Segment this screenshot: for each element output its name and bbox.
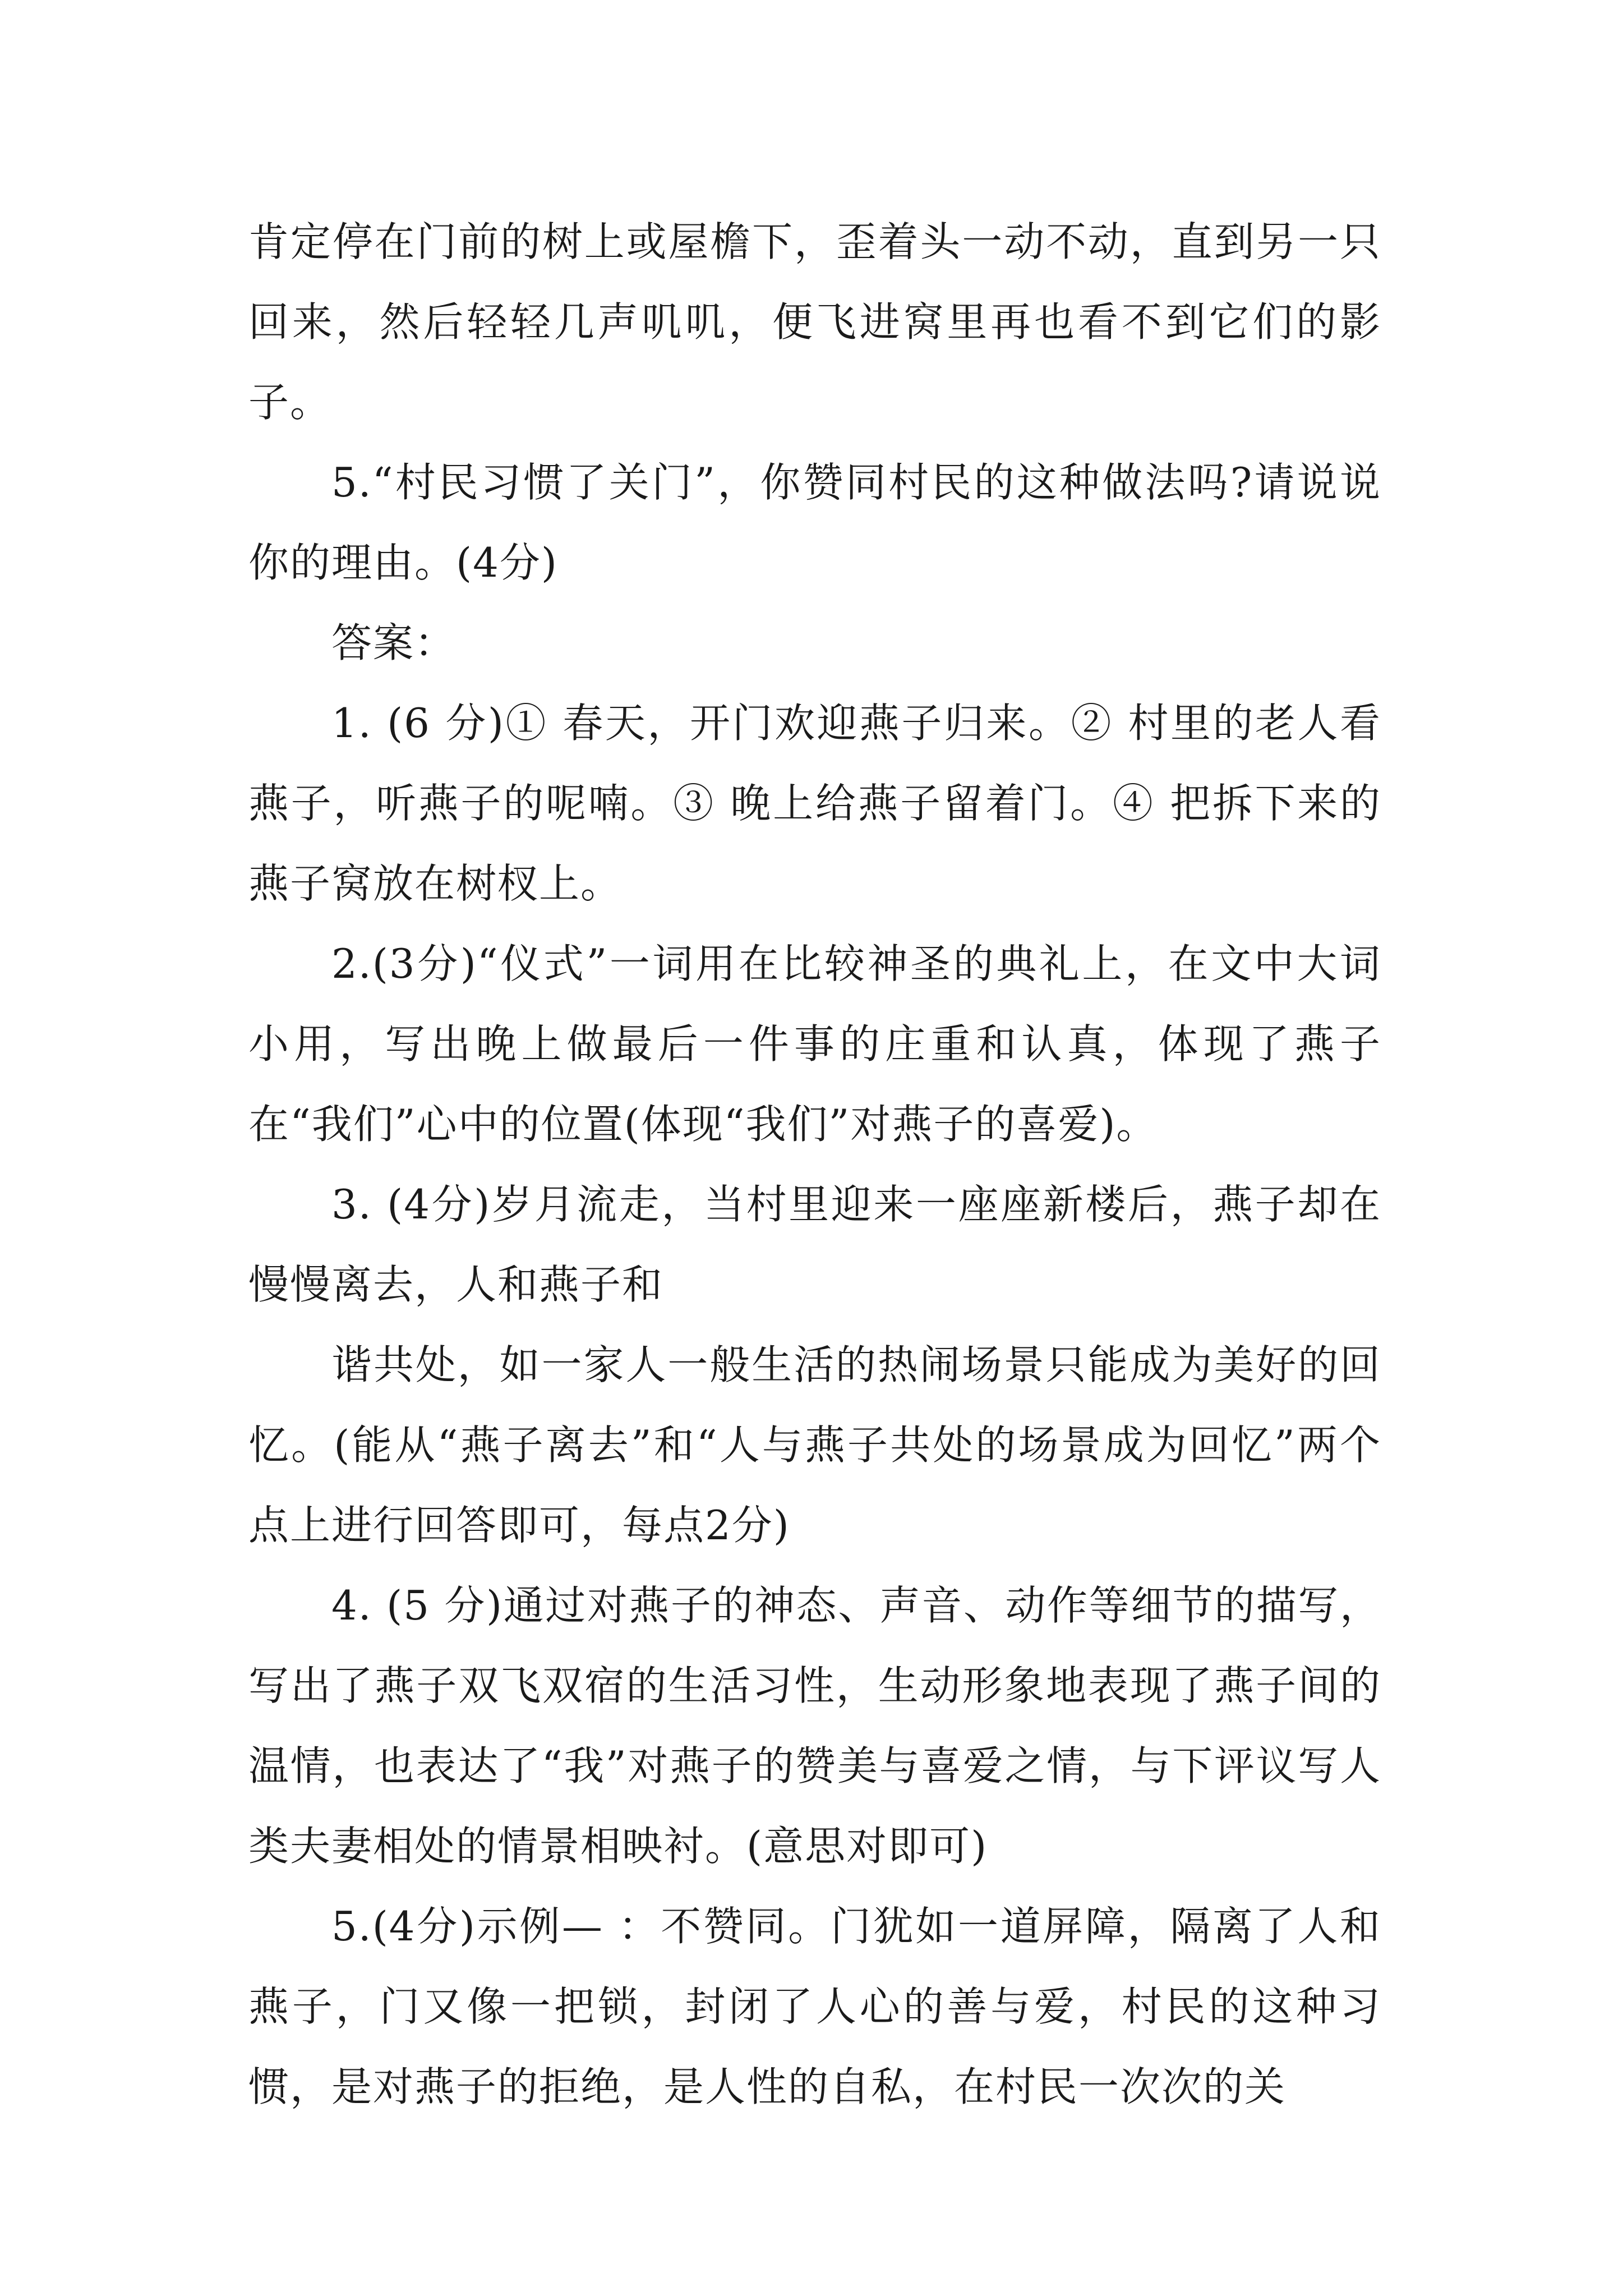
document-page [248,202,1381,2127]
answer-3-continued: 谐共处，如一家人一般生活的热闹场景只能成为美好的回忆。(能从“燕子离去”和“人与燕子共处的场景成为回忆”两个点上进行回答即可，每点2分) [248,1341,1381,1549]
answer-5: 5.(4分)示例— ：不赞同。门犹如一道屏障，隔离了人和燕子，门又像一把锁，封闭了人心的善与爱，村民的这种习惯，是对燕子的拒绝，是人性的自私，在村民一次次的关 [248,1903,1381,2110]
answer-1: 1. (6 分)① 春天，开门欢迎燕子归来。② 村里的老人看燕子，听燕子的呢喃。③ 晚上给燕子留着门。④ 把拆下来的燕子窝放在树杈上。 [248,700,1381,907]
answer-4: 4. (5 分)通过对燕子的神态、声音、动作等细节的描写，写出了燕子双飞双宿的生活习性，生动形象地表现了燕子间的温情，也表达了“我”对燕子的赞美与喜爱之情，与下评议写人类夫妻相处的情景相映衬。(意思对即可) [248,1582,1381,1870]
paragraph-continued-story: 肯定停在门前的树上或屋檐下，歪着头一动不动，直到另一只回来，然后轻轻几声叽叽，便飞进窝里再也看不到它们的影子。 [248,218,1381,426]
question-5: 5.“村民习惯了关门”，你赞同村民的这种做法吗?请说说你的理由。(4分) [248,459,1381,586]
answer-3: 3. (4分)岁月流走，当村里迎来一座座新楼后，燕子却在慢慢离去，人和燕子和 [248,1181,1381,1308]
answers-heading: 答案： [331,619,457,666]
answer-2: 2.(3分)“仪式”一词用在比较神圣的典礼上，在文中大词小用，写出晚上做最后一件事的庄重和认真，体现了燕子在“我们”心中的位置(体现“我们”对燕子的喜爱)。 [248,940,1381,1148]
